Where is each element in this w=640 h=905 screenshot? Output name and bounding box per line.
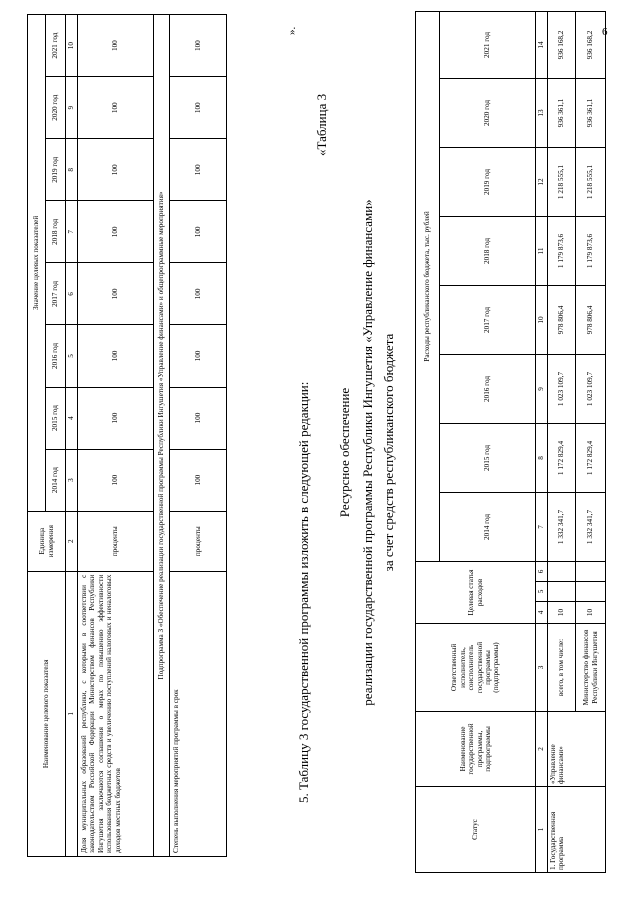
year-header: 2018 год <box>46 201 66 263</box>
col-header-target: Целевая статья расходов <box>416 561 536 623</box>
page-number: 6 <box>602 26 608 38</box>
indicator-value: 100 <box>170 77 227 139</box>
year-header: 2018 год <box>440 216 536 285</box>
indicator-value: 100 <box>170 139 227 201</box>
table-row <box>548 11 576 872</box>
column-number: 2 <box>66 511 78 571</box>
expense-value: 1 179 873,6 <box>576 216 606 285</box>
program-name-cell: «Управление финансами» <box>548 712 606 787</box>
column-number: 4 <box>536 602 548 624</box>
column-number: 11 <box>536 216 548 285</box>
expense-value: 978 806,4 <box>548 285 576 354</box>
expense-value: 936 168,2 <box>576 11 606 78</box>
executor-cell: всего, в том числе: <box>548 624 576 712</box>
target-code-cell: 10 <box>548 602 576 624</box>
target-code-cell <box>548 582 576 602</box>
amendment-text: 5. Таблицу 3 государственной программы изложить в следующей редакции: <box>296 381 311 803</box>
target-code-cell: 10 <box>576 602 606 624</box>
heading-line-1: Ресурсное обеспечение <box>337 387 352 518</box>
indicator-value: 100 <box>78 449 154 511</box>
target-code-cell <box>576 561 606 581</box>
executor-cell: Министерство финансов Республики Ингушетия <box>576 624 606 712</box>
column-number: 8 <box>536 423 548 492</box>
column-number: 7 <box>66 201 78 263</box>
year-header: 2017 год <box>440 285 536 354</box>
col-header-program: Наименование государственной программы, подпрограммы <box>416 712 536 787</box>
table-row <box>170 15 227 857</box>
column-number: 10 <box>66 15 78 77</box>
col-header-expenses-group: Расходы республиканского бюджета, тыс. рублей <box>416 11 440 561</box>
column-number: 9 <box>536 354 548 423</box>
year-header: 2021 год <box>440 11 536 78</box>
column-number: 8 <box>66 139 78 201</box>
expense-value: 1 172 829,4 <box>576 423 606 492</box>
expense-value: 936 361,1 <box>548 78 576 147</box>
expense-value: 1 023 109,7 <box>576 354 606 423</box>
column-number: 2 <box>536 712 548 787</box>
expense-value: 1 218 555,1 <box>576 147 606 216</box>
year-header: 2019 год <box>440 147 536 216</box>
target-indicators-table <box>27 14 227 857</box>
indicator-value: 100 <box>78 139 154 201</box>
indicator-unit: проценты <box>170 511 227 571</box>
indicator-value: 100 <box>78 77 154 139</box>
indicator-value: 100 <box>170 449 227 511</box>
target-code-cell <box>576 582 606 602</box>
year-header: 2019 год <box>46 139 66 201</box>
heading-line-3: за счет средств республиканского бюджета <box>381 333 396 572</box>
subprogram-title: Подпрограмма 3 «Обеспечение реализации государственной программы Республики Ингушетия «Управление финансами» и общепрограммные мероприятия» <box>154 15 170 857</box>
column-number: 7 <box>536 492 548 561</box>
column-number: 1 <box>536 787 548 873</box>
indicator-value: 100 <box>78 15 154 77</box>
indicator-unit: проценты <box>78 511 154 571</box>
heading-line-2: реализации государственной программы Республики Ингушетия «Управление финансами» <box>360 199 375 706</box>
expense-value: 1 218 555,1 <box>548 147 576 216</box>
indicator-value: 100 <box>170 387 227 449</box>
col-header-unit: Единица измерения <box>28 511 66 571</box>
column-number: 14 <box>536 11 548 78</box>
column-number: 10 <box>536 285 548 354</box>
indicator-value: 100 <box>78 325 154 387</box>
column-number: 3 <box>66 449 78 511</box>
year-header: 2017 год <box>46 263 66 325</box>
expense-value: 1 332 341,7 <box>548 492 576 561</box>
indicator-value: 100 <box>170 263 227 325</box>
col-header-name: Наименование целевого показателя <box>28 571 66 856</box>
indicator-value: 100 <box>78 387 154 449</box>
indicator-name: Степень выполнения мероприятий программы в срок <box>170 571 227 856</box>
status-cell: 1. Государственная программа <box>548 787 606 873</box>
indicator-value: 100 <box>170 15 227 77</box>
target-code-cell <box>548 561 576 581</box>
table3-label: «Таблица 3 <box>314 93 329 156</box>
indicator-value: 100 <box>170 201 227 263</box>
expense-value: 936 361,1 <box>576 78 606 147</box>
column-number: 6 <box>536 561 548 581</box>
year-header: 2014 год <box>440 492 536 561</box>
column-number: 5 <box>536 582 548 602</box>
year-header: 2015 год <box>46 387 66 449</box>
col-header-executor: Ответственный исполнитель, соисполнитель государственной программы (подпрограммы) <box>416 624 536 712</box>
expense-value: 936 168,2 <box>548 11 576 78</box>
column-number: 1 <box>66 571 78 856</box>
year-header: 2016 год <box>46 325 66 387</box>
column-number: 13 <box>536 78 548 147</box>
expense-value: 1 179 873,6 <box>548 216 576 285</box>
indicator-value: 100 <box>78 263 154 325</box>
column-number: 4 <box>66 387 78 449</box>
indicator-value: 100 <box>78 201 154 263</box>
year-header: 2020 год <box>46 77 66 139</box>
expense-value: 1 332 341,7 <box>576 492 606 561</box>
expense-value: 1 172 829,4 <box>548 423 576 492</box>
column-number: 12 <box>536 147 548 216</box>
table-row <box>78 15 154 857</box>
year-header: 2015 год <box>440 423 536 492</box>
expense-value: 978 806,4 <box>576 285 606 354</box>
year-header: 2021 год <box>46 15 66 77</box>
year-header: 2020 год <box>440 78 536 147</box>
resource-table <box>415 11 606 873</box>
year-header: 2014 год <box>46 449 66 511</box>
year-header: 2016 год <box>440 354 536 423</box>
closing-quote: ». <box>286 26 298 35</box>
column-number: 5 <box>66 325 78 387</box>
expense-value: 1 023 109,7 <box>548 354 576 423</box>
col-header-values-group: Значение целевых показателей <box>28 15 46 512</box>
column-number: 9 <box>66 77 78 139</box>
column-number: 3 <box>536 624 548 712</box>
column-number: 6 <box>66 263 78 325</box>
indicator-value: 100 <box>170 325 227 387</box>
col-header-status: Статус <box>416 787 536 873</box>
indicator-name: Доля муниципальных образований республики, с которыми в соответствии с законодательством Российской Федерации Министерством финансов Республики Ингушетия заключаются соглашения о мерах по повышению эффективности использования бюджетных средств и увеличению поступлений налоговых и неналоговых доходов местных бюджетов <box>78 571 154 856</box>
